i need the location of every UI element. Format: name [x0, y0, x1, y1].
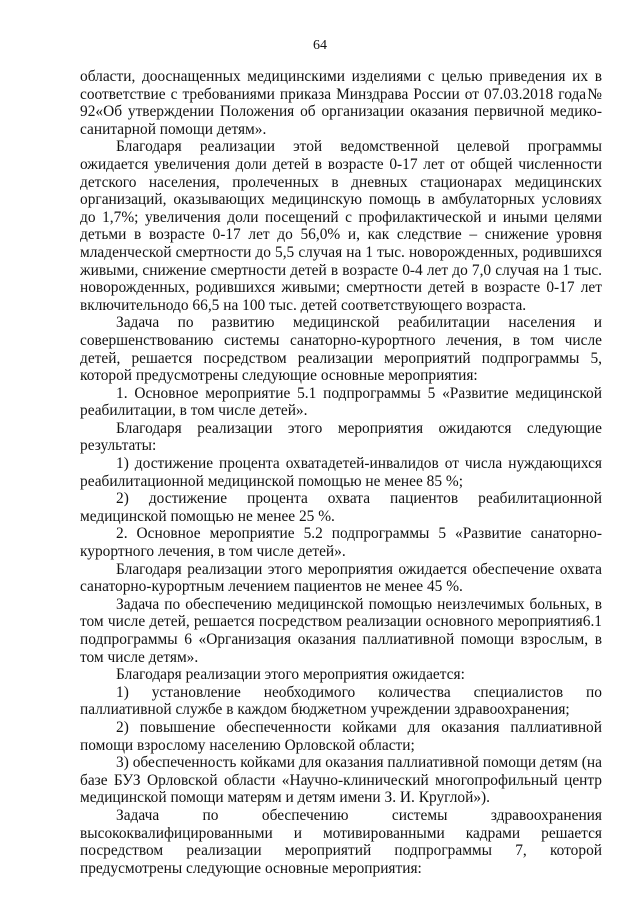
paragraph-measure-5-2: 2. Основное мероприятие 5.2 подпрограммы 5 «Развитие санаторно-курортного лечения, в том числе детей».	[80, 525, 602, 561]
paragraph-palliative-1: 1) установление необходимого количества специалистов по паллиативной службе в каждом бюджетном учреждении здравоохранения;	[80, 683, 602, 719]
page-number: 64	[313, 38, 327, 53]
paragraph-staffing-task: Задача по обеспечению системы здравоохранения высококвалифицированными и мотивированными кадрами решается посредством реализации мероприятий подпрограммы 7, которой предусмотрены следующие основные мероприятия:	[80, 806, 602, 877]
paragraph-rehabilitation-task: Задача по развитию медицинской реабилитации населения и совершенствованию системы санаторно-курортного лечения, в том числе детей, решается посредством реализации мероприятий подпрограммы 5, которой предусмотрены следующие основные мероприятия:	[80, 314, 602, 385]
body-text	[80, 68, 602, 877]
paragraph-expected-results-5-2: Благодаря реализации этого мероприятия ожидается обеспечение охвата санаторно-курортным лечением пациентов не менее 45 %.	[80, 560, 602, 596]
paragraph-result-2: 2) достижение процента охвата пациентов реабилитационной медицинской помощью не менее 25 %.	[80, 490, 602, 525]
paragraph-expected-results-5-1: Благодаря реализации этого мероприятия ожидаются следующие результаты:	[80, 419, 602, 455]
paragraph-continuation: области, дооснащенных медицинскими изделиями с целью приведения их в соответствие с требованиями приказа Минздрава России от 07.03.2018 года№ 92«Об утверждении Положения об организации оказания первичной медико-санитарной помощи детям».	[80, 68, 602, 138]
paragraph-palliative-3: 3) обеспеченность койками для оказания паллиативной помощи детям (на базе БУЗ Орловской области «Научно-клинический многопрофильный центр медицинской помощи матерям и детям имени З. И. Круглой»).	[80, 754, 602, 807]
paragraph-palliative-2: 2) повышение обеспеченности койками для оказания паллиативной помощи взрослому населению Орловской области;	[80, 718, 602, 754]
paragraph-measure-5-1: 1. Основное мероприятие 5.1 подпрограммы 5 «Развитие медицинской реабилитации, в том числе детей».	[80, 384, 602, 420]
paragraph-palliative-task: Задача по обеспечению медицинской помощью неизлечимых больных, в том числе детей, решается посредством реализации основного мероприятия6.1 подпрограммы 6 «Организация оказания паллиативной помощи взрослым, в том числе детям».	[80, 595, 602, 666]
paragraph-program-results: Благодаря реализации этой ведомственной целевой программы ожидается увеличения доли детей в возрасте 0-17 лет от общей численности детского населения, пролеченных в дневных стационарах медицинских организаций, оказывающих медицинскую помощь в амбулаторных условиях до 1,7%; увеличения доли посещений с профилактической и иными целями детьми в возрасте 0-17 лет до 56,0% и, как следствие – снижение уровня младенческой смертности до 5,5 случая на 1 тыс. новорожденных, родившихся живыми, снижение смертности детей в возрасте 0-4 лет до 7,0 случая на 1 тыс. новорожденных, родившихся живыми; смертности детей в возрасте 0-17 лет включительнодо 66,5 на 100 тыс. детей соответствующего возраста.	[80, 138, 602, 314]
paragraph-expected-6-1: Благодаря реализации этого мероприятия ожидается:	[116, 666, 465, 684]
paragraph-result-1: 1) достижение процента охватадетей-инвалидов от числа нуждающихся реабилитационной медицинской помощью не менее 85 %;	[80, 455, 602, 490]
